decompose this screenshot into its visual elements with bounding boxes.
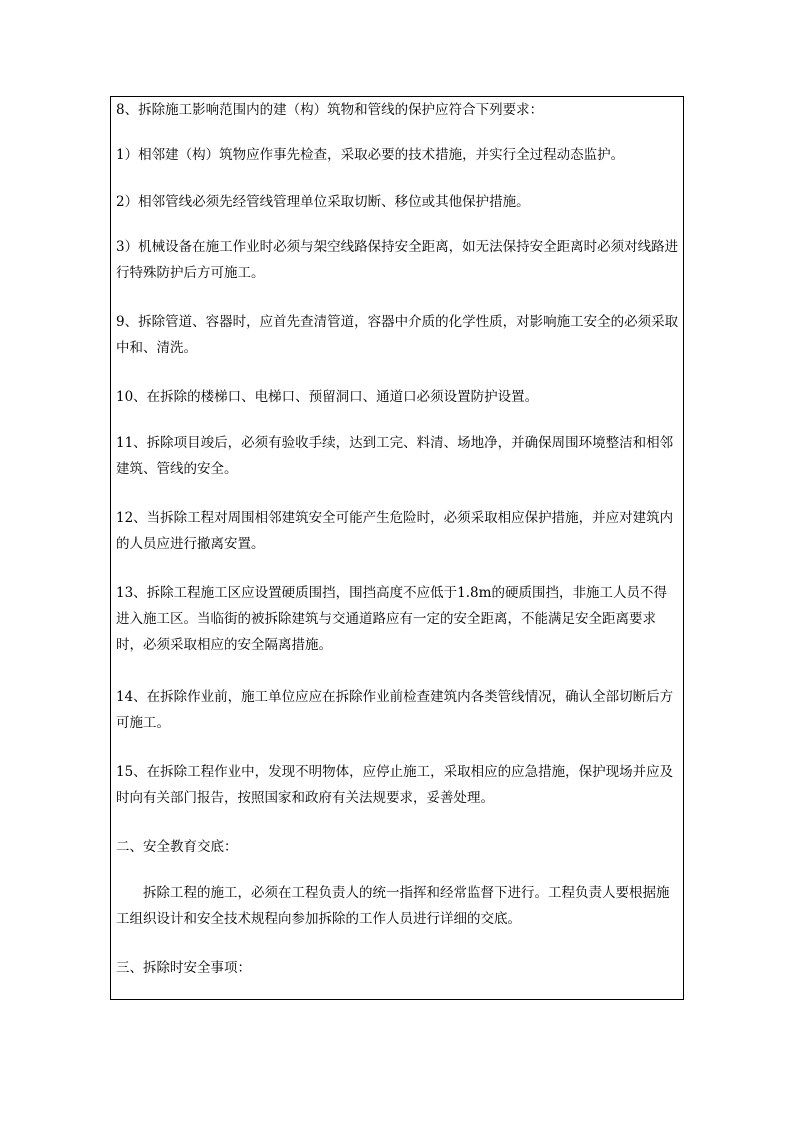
paragraph-8-2: 2）相邻管线必须先经管线管理单位采取切断、移位或其他保护措施。 (116, 194, 530, 210)
paragraph-12: 12、当拆除工程对周围相邻建筑安全可能产生危险时，必须采取相应保护措施，并应对建筑内的人员应进行撤离安置。 (116, 510, 674, 552)
paragraph-11: 11、拆除项目竣后，必须有验收手续，达到工完、料清、场地净，并确保周围环境整洁和相邻建筑、管线的安全。 (116, 435, 674, 477)
paragraph-9: 9、拆除管道、容器时，应首先查清管道，容器中介质的化学性质，对影响施工安全的必须采取中和、清洗。 (116, 314, 679, 356)
section-heading-3: 三、拆除时安全事项： (116, 960, 251, 976)
paragraph-8-1: 1）相邻建（构）筑物应作事先检查，采取必要的技术措施，并实行全过程动态监护。 (116, 147, 625, 163)
paragraph-8-3: 3）机械设备在施工作业时必须与架空线路保持安全距离，如无法保持安全距离时必须对线路进行特殊防护后方可施工。 (116, 239, 679, 281)
paragraph-10: 10、在拆除的楼梯口、电梯口、预留洞口、通道口必须设置防护设置。 (116, 389, 539, 405)
paragraph-13: 13、拆除工程施工区应设置硬质围挡，围挡高度不应低于1.8m的硬质围挡，非施工人员不得进入施工区。当临街的被拆除建筑与交通道路应有一定的安全距离，不能满足安全距离要求时，必须采取相应的安全隔离措施。 (116, 585, 667, 653)
paragraph-8: 8、拆除施工影响范围内的建（构）筑物和管线的保护应符合下列要求： (116, 102, 544, 118)
paragraph-15: 15、在拆除工程作业中，发现不明物体，应停止施工，采取相应的应急措施，保护现场并应及时向有关部门报告，按照国家和政府有关法规要求，妥善处理。 (116, 764, 674, 806)
section-heading-2: 二、安全教育交底： (116, 839, 238, 855)
section-2-body: 拆除工程的施工，必须在工程负责人的统一指挥和经常监督下进行。工程负责人要根据施工组织设计和安全技术规程向参加拆除的工作人员进行详细的交底。 (116, 885, 670, 927)
paragraph-14: 14、在拆除作业前，施工单位应应在拆除作业前检查建筑内各类管线情况，确认全部切断后方可施工。 (116, 689, 674, 731)
